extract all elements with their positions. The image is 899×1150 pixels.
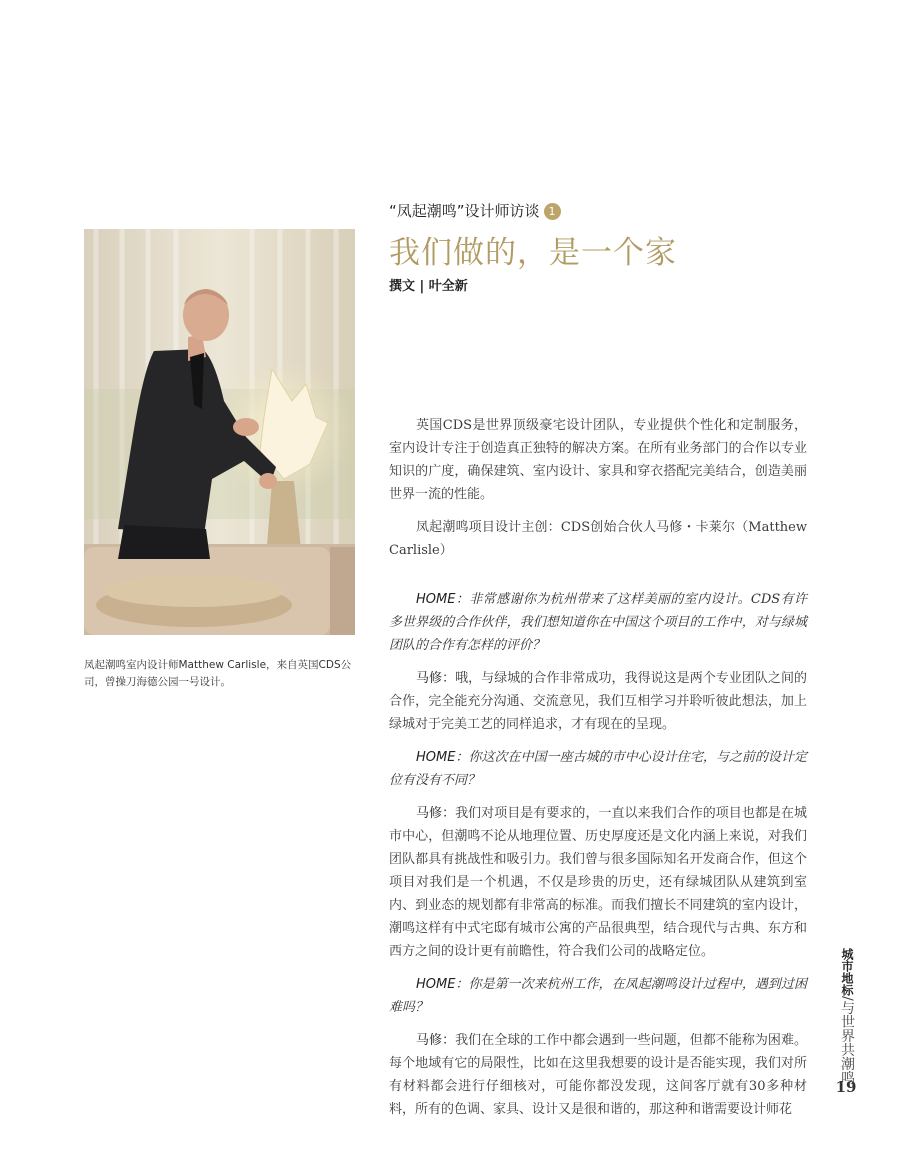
- section-label: [839, 948, 857, 1085]
- qa-text: 哦，与绿城的合作非常成功，我得说这是两个专业团队之间的合作，完全能充分沟通、交流意见，我们互相学习并聆听彼此想法，加上绿城对于完美工艺的同样追求，才有现在的呈现。: [389, 671, 807, 732]
- designer-paragraph: 凤起潮鸣项目设计主创：CDS创始合伙人马修・卡莱尔（Matthew Carlisle）: [389, 520, 807, 558]
- qa-answer: [389, 802, 807, 963]
- speaker-label: HOME：: [416, 977, 469, 992]
- qa-text: 我们在全球的工作中都会遇到一些问题，但都不能称为困难。每个地域有它的局限性，比如在这里我想要的设计是否能实现，我们对所有材料都会进行仔细核对，可能你都没发现，这间客厅就有30多种材料，所有的色调、家具、设计又是很和谐的，那这种和谐需要设计师花: [389, 1033, 807, 1117]
- intro-paragraph: 英国CDS是世界顶级豪宅设计团队，专业提供个性化和定制服务，室内设计专注于创造真正独特的解决方案。在所有业务部门的合作以专业知识的广度，确保建筑、室内设计、家具和穿衣搭配完美结合，创造美丽世界一流的性能。: [389, 418, 807, 502]
- article-body: [389, 414, 807, 1131]
- qa-question: [389, 588, 807, 657]
- designer-photo-image: [84, 229, 355, 635]
- photo-caption: 凤起潮鸣室内设计师Matthew Carlisle，来自英国CDS公司，曾操刀海德公园一号设计。: [84, 659, 352, 688]
- qa-question: [389, 746, 807, 792]
- speaker-label: HOME：: [416, 750, 469, 765]
- qa-answer: [389, 667, 807, 736]
- series-number-badge: 1: [544, 203, 561, 220]
- qa-text: 你是第一次来杭州工作，在凤起潮鸣设计过程中，遇到过困难吗？: [389, 977, 807, 1015]
- byline: 撰文 | 叶全新: [389, 279, 468, 294]
- section-major: 城市地标: [840, 948, 854, 996]
- series-text: “凤起潮鸣”设计师访谈: [389, 202, 540, 220]
- article-title: 我们做的，是一个家: [389, 235, 677, 271]
- page-number: 19: [835, 1078, 857, 1096]
- qa-question: [389, 973, 807, 1019]
- section-minor: /与世界共潮鸣: [839, 996, 855, 1085]
- speaker-label: 马修：: [416, 1033, 456, 1048]
- speaker-label: 马修：: [416, 671, 456, 686]
- qa-text: 你这次在中国一座古城的市中心设计住宅，与之前的设计定位有没有不同？: [389, 750, 807, 788]
- speaker-label: HOME：: [416, 592, 470, 607]
- speaker-label: 马修：: [416, 806, 456, 821]
- qa-text: 我们对项目是有要求的，一直以来我们合作的项目也都是在城市中心，但潮鸣不论从地理位置、历史厚度还是文化内涵上来说，对我们团队都具有挑战性和吸引力。我们曾与很多国际知名开发商合作，但这个项目对我们是一个机遇，不仅是珍贵的历史，还有绿城团队从建筑到室内、到业态的规划都有非常高的标准。而我们擅长不同建筑的室内设计，潮鸣这样有中式宅邸有城市公寓的产品很典型，结合现代与古典、东方和西方之间的设计更有前瞻性，符合我们公司的战略定位。: [389, 806, 807, 959]
- series-label: [389, 200, 561, 221]
- qa-answer: [389, 1029, 807, 1121]
- designer-photo: [84, 229, 355, 635]
- qa-text: 非常感谢你为杭州带来了这样美丽的室内设计。CDS有许多世界级的合作伙伴，我们想知道你在中国这个项目的工作中，对与绿城团队的合作有怎样的评价？: [389, 592, 807, 653]
